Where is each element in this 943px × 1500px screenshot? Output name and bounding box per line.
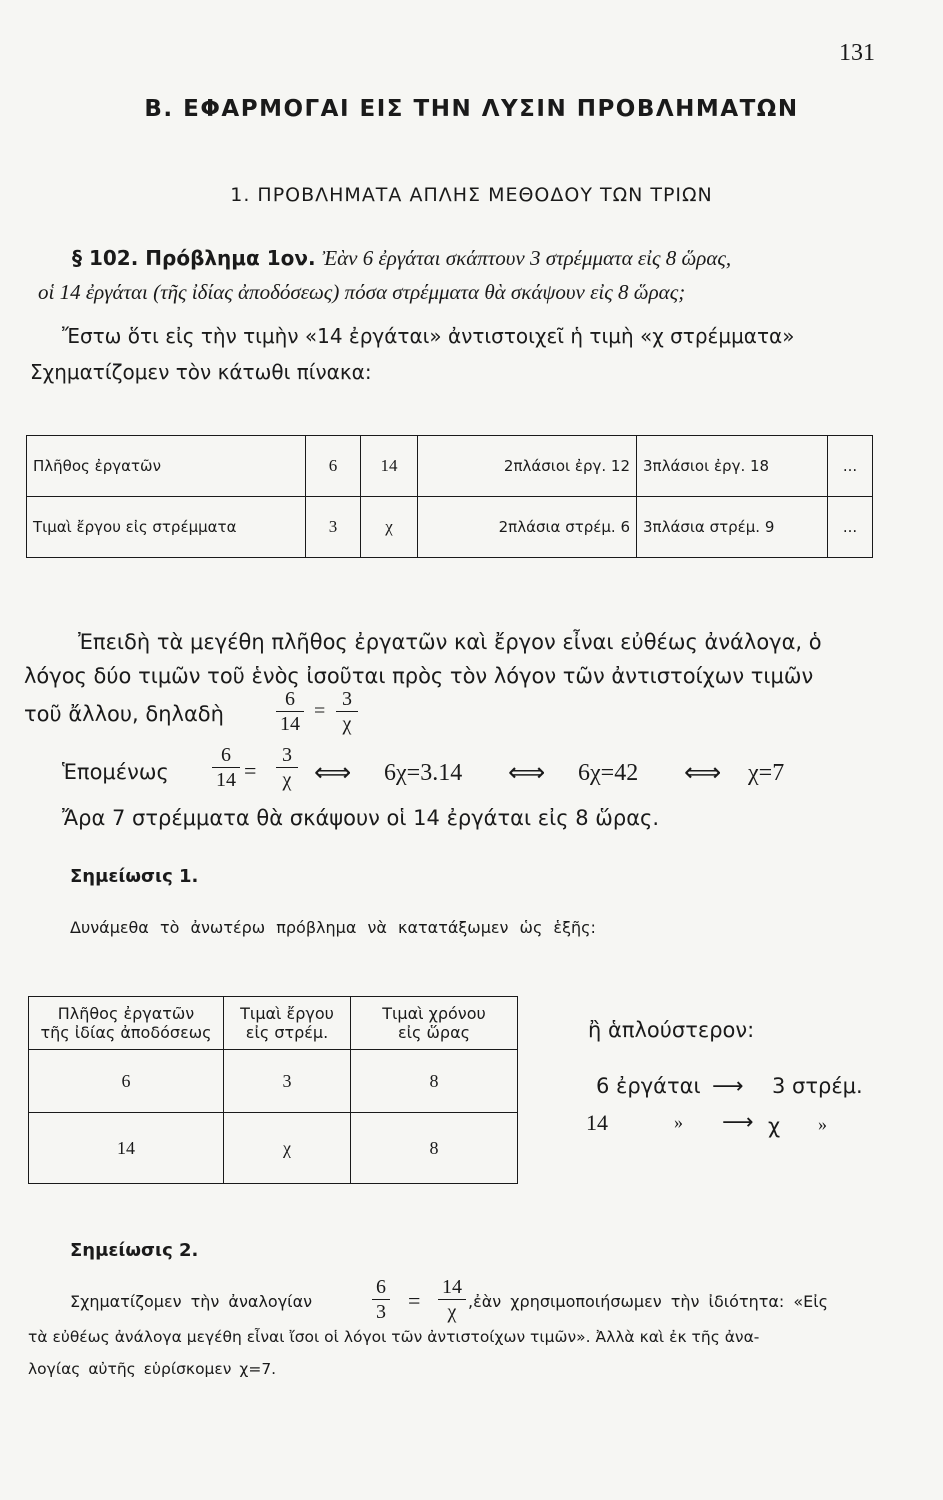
- table-cell: 14: [361, 436, 418, 497]
- table-cell: χ: [361, 497, 418, 558]
- header-line: Τιμαὶ χρόνου: [382, 1004, 486, 1023]
- workers-table: [26, 435, 873, 558]
- table-cell: 3: [224, 1050, 351, 1113]
- ditto-mark: »: [818, 1114, 827, 1134]
- numerator: 6: [221, 744, 231, 766]
- intro-line-2: Σχηματίζομεν τὸν κάτωθι πίνακα:: [30, 360, 372, 384]
- note-2-line-3: λογίας αὐτῆς εὑρίσκομεν χ=7.: [28, 1360, 277, 1378]
- equals-sign: =: [314, 700, 326, 722]
- fraction-6-14: [276, 688, 304, 735]
- fraction-14-x: [438, 1276, 466, 1323]
- simpler-label: ἢ ἁπλούστερον:: [588, 1018, 755, 1042]
- para-line-1: Ἐπειδὴ τὰ μεγέθη πλῆθος ἐργατῶν καὶ ἔργον εἶναι εὐθέως ἀνάλογα, ὁ: [78, 630, 822, 654]
- note-1-text: Δυνάμεθα τὸ ἀνωτέρω πρόβλημα νὰ κατατάξωμεν ὡς ἑξῆς:: [70, 918, 596, 937]
- table-row: [27, 497, 873, 558]
- simpler-row-1-left: 6 ἐργάται: [596, 1074, 701, 1098]
- problem-label: § 102. Πρόβλημα 1ον.: [72, 246, 316, 270]
- note-2-line-2: τὰ εὐθέως ἀνάλογα μεγέθη εἶναι ἴσοι οἱ λόγοι τῶν ἀντιστοίχων τιμῶν». Ἀλλὰ καὶ ἐκ τῆς ἀνα-: [28, 1328, 760, 1346]
- equals-sign: =: [244, 758, 257, 783]
- table-cell: 2πλάσια στρέμ. 6: [418, 497, 637, 558]
- denominator: 14: [280, 713, 300, 735]
- header-line: εἰς ὥρας: [397, 1023, 471, 1042]
- table-header: [351, 997, 518, 1050]
- table-row: [27, 436, 873, 497]
- step-1: 6χ=3.14: [384, 760, 463, 786]
- note-2-pre: Σχηματίζομεν τὴν ἀναλογίαν: [70, 1292, 313, 1311]
- table-header: [224, 997, 351, 1050]
- table-row: [29, 997, 518, 1050]
- table-cell: 8: [351, 1113, 518, 1184]
- problem-line-2: οἱ 14 ἐργάται (τῆς ἰδίας ἀποδόσεως) πόσα στρέμματα θὰ σκάψουν εἰς 8 ὥρας;: [38, 280, 686, 304]
- simpler-row-2-right: χ: [768, 1114, 781, 1138]
- table-cell: 6: [306, 436, 361, 497]
- numerator: 14: [442, 1276, 462, 1298]
- simpler-row-1-right: 3 στρέμ.: [772, 1074, 863, 1098]
- header-line: τῆς ἰδίας ἀποδόσεως: [40, 1023, 212, 1042]
- iff-arrow-icon: ⟺: [314, 758, 352, 788]
- denominator: χ: [342, 713, 352, 735]
- table-cell: Τιμαὶ ἔργου εἰς στρέμματα: [27, 497, 306, 558]
- fraction-3-x: [336, 688, 358, 735]
- note-1-title: Σημείωσις 1.: [70, 866, 199, 887]
- numerator: 6: [376, 1276, 386, 1298]
- para-line-2: λόγος δύο τιμῶν τοῦ ἑνὸς ἰσοῦται πρὸς τὸν λόγον τῶν ἀντιστοίχων τιμῶν: [24, 664, 814, 688]
- table-cell: χ: [224, 1113, 351, 1184]
- header-line: εἰς στρέμ.: [245, 1023, 329, 1042]
- table-cell: 2πλάσιοι ἐργ. 12: [418, 436, 637, 497]
- table-cell: 3: [306, 497, 361, 558]
- section-heading: Β. ΕΦΑΡΜΟΓΑΙ ΕΙΣ ΤΗΝ ΛΥΣΙΝ ΠΡΟΒΛΗΜΑΤΩΝ: [144, 96, 799, 122]
- table-cell: Πλῆθος ἐργατῶν: [27, 436, 306, 497]
- intro-line-1: Ἔστω ὅτι εἰς τὴν τιμὴν «14 ἐργάται» ἀντιστοιχεῖ ἡ τιμὴ «χ στρέμματα»: [62, 324, 795, 348]
- denominator: 3: [376, 1301, 386, 1323]
- conclusion: Ἄρα 7 στρέμματα θὰ σκάψουν οἱ 14 ἐργάται εἰς 8 ὥρας.: [62, 806, 660, 830]
- table-row: [29, 1113, 518, 1184]
- table-cell: ...: [828, 436, 873, 497]
- simpler-row-2-left: 14: [586, 1110, 608, 1135]
- problem-line-1: Ἐὰν 6 ἐργάται σκάπτουν 3 στρέμματα εἰς 8 ὥρας,: [322, 246, 732, 270]
- iff-arrow-icon: ⟺: [684, 758, 722, 788]
- denominator: χ: [447, 1301, 457, 1323]
- table-cell: 3πλάσια στρέμ. 9: [637, 497, 828, 558]
- numerator: 3: [282, 744, 292, 766]
- table-cell: ...: [828, 497, 873, 558]
- note-2-post: ,ἐὰν χρησιμοποιήσωμεν τὴν ἰδιότητα: «Εἰς: [468, 1292, 829, 1311]
- table-header: [29, 997, 224, 1050]
- numerator: 3: [342, 688, 352, 710]
- right-arrow-icon: ⟶: [712, 1074, 744, 1099]
- fraction-6-3: [372, 1276, 390, 1323]
- consequently-label: Ἑπομένως: [62, 760, 169, 784]
- numerator: 6: [285, 688, 295, 710]
- fraction-6-14-b: [212, 744, 240, 791]
- ditto-mark: »: [674, 1112, 683, 1132]
- table-cell: 8: [351, 1050, 518, 1113]
- note-2-title: Σημείωσις 2.: [70, 1240, 199, 1261]
- page-number: 131: [839, 40, 875, 66]
- iff-arrow-icon: ⟺: [508, 758, 546, 788]
- equals-sign: =: [408, 1288, 421, 1313]
- right-arrow-icon: ⟶: [722, 1110, 754, 1135]
- header-line: Πλῆθος ἐργατῶν: [57, 1004, 195, 1023]
- subheading: 1. ΠΡΟΒΛΗΜΑΤΑ ΑΠΛΗΣ ΜΕΘΟΔΟΥ ΤΩΝ ΤΡΙΩΝ: [230, 184, 713, 206]
- fraction-3-x-b: [276, 744, 298, 791]
- para-line-3: τοῦ ἄλλου, δηλαδὴ: [24, 702, 224, 726]
- denominator: χ: [282, 769, 292, 791]
- problem-statement: [72, 246, 731, 271]
- header-line: Τιμαὶ ἔργου: [240, 1004, 334, 1023]
- step-3: χ=7: [748, 760, 785, 786]
- table-cell: 14: [29, 1113, 224, 1184]
- table-row: [29, 1050, 518, 1113]
- step-2: 6χ=42: [578, 760, 639, 786]
- denominator: 14: [216, 769, 236, 791]
- proportion-table: [28, 996, 518, 1184]
- table-cell: 3πλάσιοι ἐργ. 18: [637, 436, 828, 497]
- table-cell: 6: [29, 1050, 224, 1113]
